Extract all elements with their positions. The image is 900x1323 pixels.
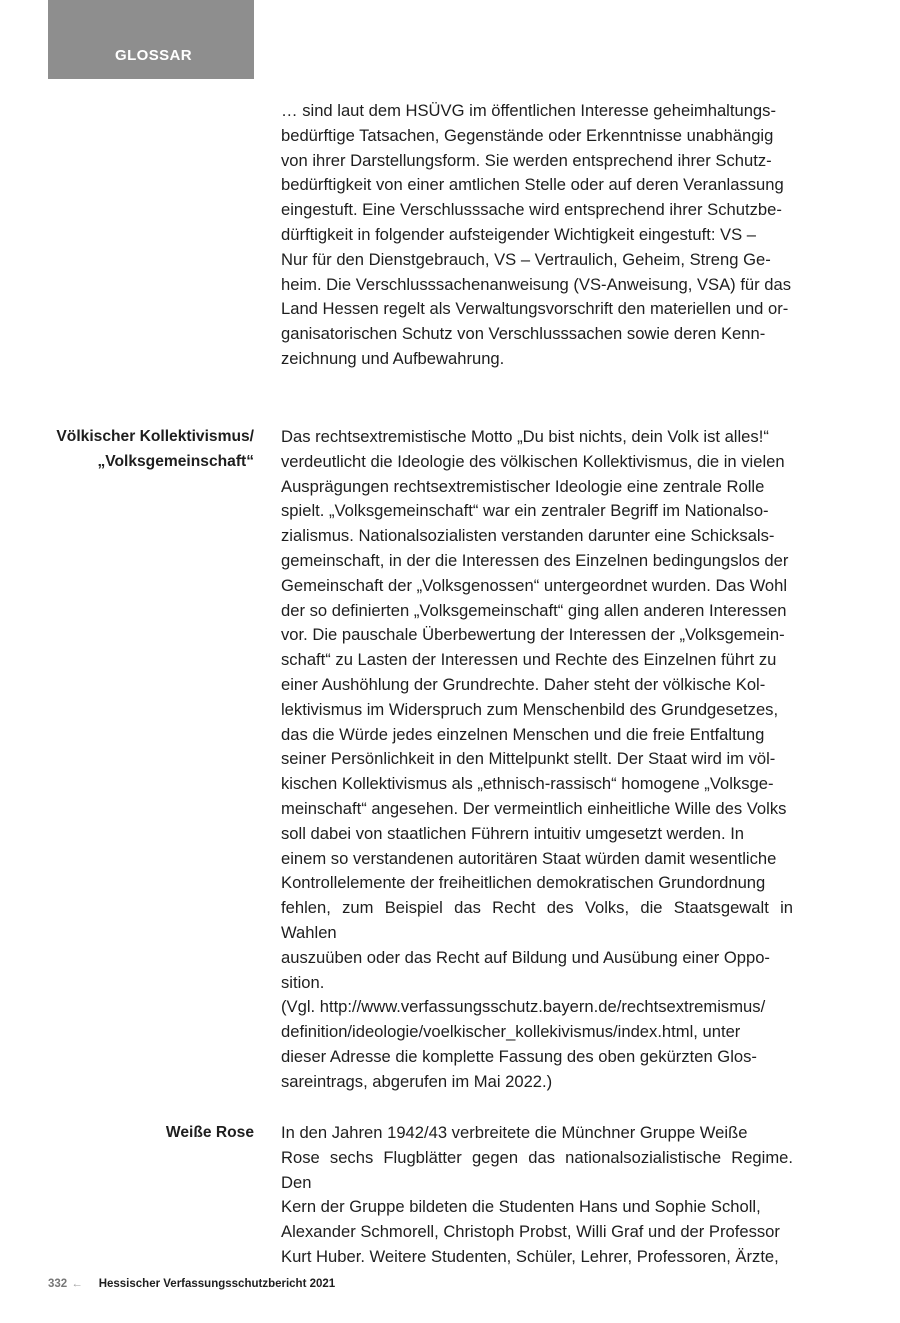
text-line: ganisatorischen Schutz von Verschlusssachen sowie deren Kenn- [281,324,766,344]
text-line: einer Aushöhlung der Grundrechte. Daher steht der völkische Kol- [281,674,766,694]
text-line: lektivismus im Widerspruch zum Menschenbild des Grundgesetzes, [281,699,779,719]
source-line: dieser Adresse die komplette Fassung des oben gekürzten Glos- [281,1046,757,1066]
page-number: 332 [48,1278,68,1290]
source-line: definition/ideologie/voelkischer_kollekivismus/index.html, unter [281,1022,741,1042]
text-line: spielt. „Volksgemeinschaft“ war ein zentraler Begriff im Nationalso- [281,501,769,521]
text-line: einem so verstandenen autoritären Staat würden damit wesentliche [281,848,777,868]
text-line: soll dabei von staatlichen Führern intuitiv umgesetzt werden. In [281,823,745,843]
text-line: fehlen, zum Beispiel das Recht des Volks, die Staatsgewalt in Wahlen [281,898,793,942]
text-line: In den Jahren 1942/43 verbreitete die Münchner Gruppe Weiße [281,1123,748,1142]
publication-title: Hessischer Verfassungsschutzbericht 2021 [98,1278,336,1290]
entry-paragraph [281,99,793,372]
term-line: „Volksgemeinschaft“ [97,452,254,470]
glossary-term-voelkischer-kollektivismus [0,425,254,475]
text-line: heim. Die Verschlusssachenanweisung (VS-Anweisung, VSA) für das [281,274,792,294]
text-line: Land Hessen regelt als Verwaltungsvorschrift den materiellen und or- [281,299,789,319]
text-line: meinschaft“ angesehen. Der vermeintlich einheitliche Wille des Volks [281,798,787,818]
glossary-term-weisse-rose [0,1121,254,1146]
source-line: sareintrags, abgerufen im Mai 2022.) [281,1071,553,1091]
text-line: seiner Persönlichkeit in den Mittelpunkt stellt. Der Staat wird im völ- [281,749,776,769]
text-line: zialismus. Nationalsozialisten verstanden darunter eine Schicksals- [281,526,775,546]
term-line: Weiße Rose [165,1124,254,1141]
text-line: Rose sechs Flugblätter gegen das nationalsozialistische Regime. Den [281,1147,793,1192]
entry-weisse-rose-text [281,1121,793,1270]
text-line: Alexander Schmorell, Christoph Probst, Willi Graf und der Professor [281,1222,780,1242]
text-line: Kontrollelemente der freiheitlichen demokratischen Grundordnung [281,873,766,893]
entry-paragraph [281,425,793,1095]
text-line: sition. [281,972,325,992]
text-line: das die Würde jedes einzelnen Menschen und die freie Entfaltung [281,724,765,744]
section-header-tab [48,0,254,79]
page-footer [48,1278,335,1290]
text-line: bedürftige Tatsachen, Gegenstände oder Erkenntnisse unabhängig [281,125,774,145]
text-line: auszuüben oder das Recht auf Bildung und Ausübung einer Oppo- [281,947,770,967]
text-line: der so definierten „Volksgemeinschaft“ ging allen anderen Interessen [281,600,787,620]
text-line: … sind laut dem HSÜVG im öffentlichen Interesse geheimhaltungs- [281,101,776,120]
text-line: vor. Die pauschale Überbewertung der Interessen der „Volksgemein- [281,625,785,645]
text-line: kischen Kollektivismus als „ethnisch-rassisch“ homogene „Volksge- [281,774,774,794]
section-label: GLOSSAR [115,47,192,64]
text-line: dürftigkeit in folgender aufsteigender Wichtigkeit eingestuft: VS – [281,224,757,244]
back-arrow-icon[interactable]: ← [71,1278,83,1290]
text-line: verdeutlicht die Ideologie des völkischen Kollektivismus, die in vielen [281,451,785,471]
entry-paragraph [281,1121,793,1270]
text-line: gemeinschaft, in der die Interessen des Einzelnen bedingungslos der [281,550,789,570]
text-line: Gemeinschaft der „Volksgenossen“ untergeordnet wurden. Das Wohl [281,575,788,595]
entry-voelkischer-kollektivismus-text [281,425,793,1095]
source-line: (Vgl. http://www.verfassungsschutz.bayern.de/rechtsextremismus/ [281,997,766,1017]
text-line: Kern der Gruppe bildeten die Studenten Hans und Sophie Scholl, [281,1197,761,1217]
term-line: Völkischer Kollektivismus/ [56,428,254,445]
text-line: zeichnung und Aufbewahrung. [281,348,505,368]
text-line: Nur für den Dienstgebrauch, VS – Vertraulich, Geheim, Streng Ge- [281,249,771,269]
text-line: Kurt Huber. Weitere Studenten, Schüler, Lehrer, Professoren, Ärzte, [281,1246,779,1266]
text-line: Das rechtsextremistische Motto „Du bist nichts, dein Volk ist alles!“ [281,427,769,446]
text-line: schaft“ zu Lasten der Interessen und Rechte des Einzelnen führt zu [281,650,777,670]
text-line: bedürftigkeit von einer amtlichen Stelle oder auf deren Veranlassung [281,175,784,195]
entry-verschlusssachen-text [281,99,793,372]
text-line: Ausprägungen rechtsextremistischer Ideologie eine zentrale Rolle [281,476,765,496]
text-line: eingestuft. Eine Verschlusssache wird entsprechend ihrer Schutzbe- [281,200,782,220]
text-line: von ihrer Darstellungsform. Sie werden entsprechend ihrer Schutz- [281,150,772,170]
